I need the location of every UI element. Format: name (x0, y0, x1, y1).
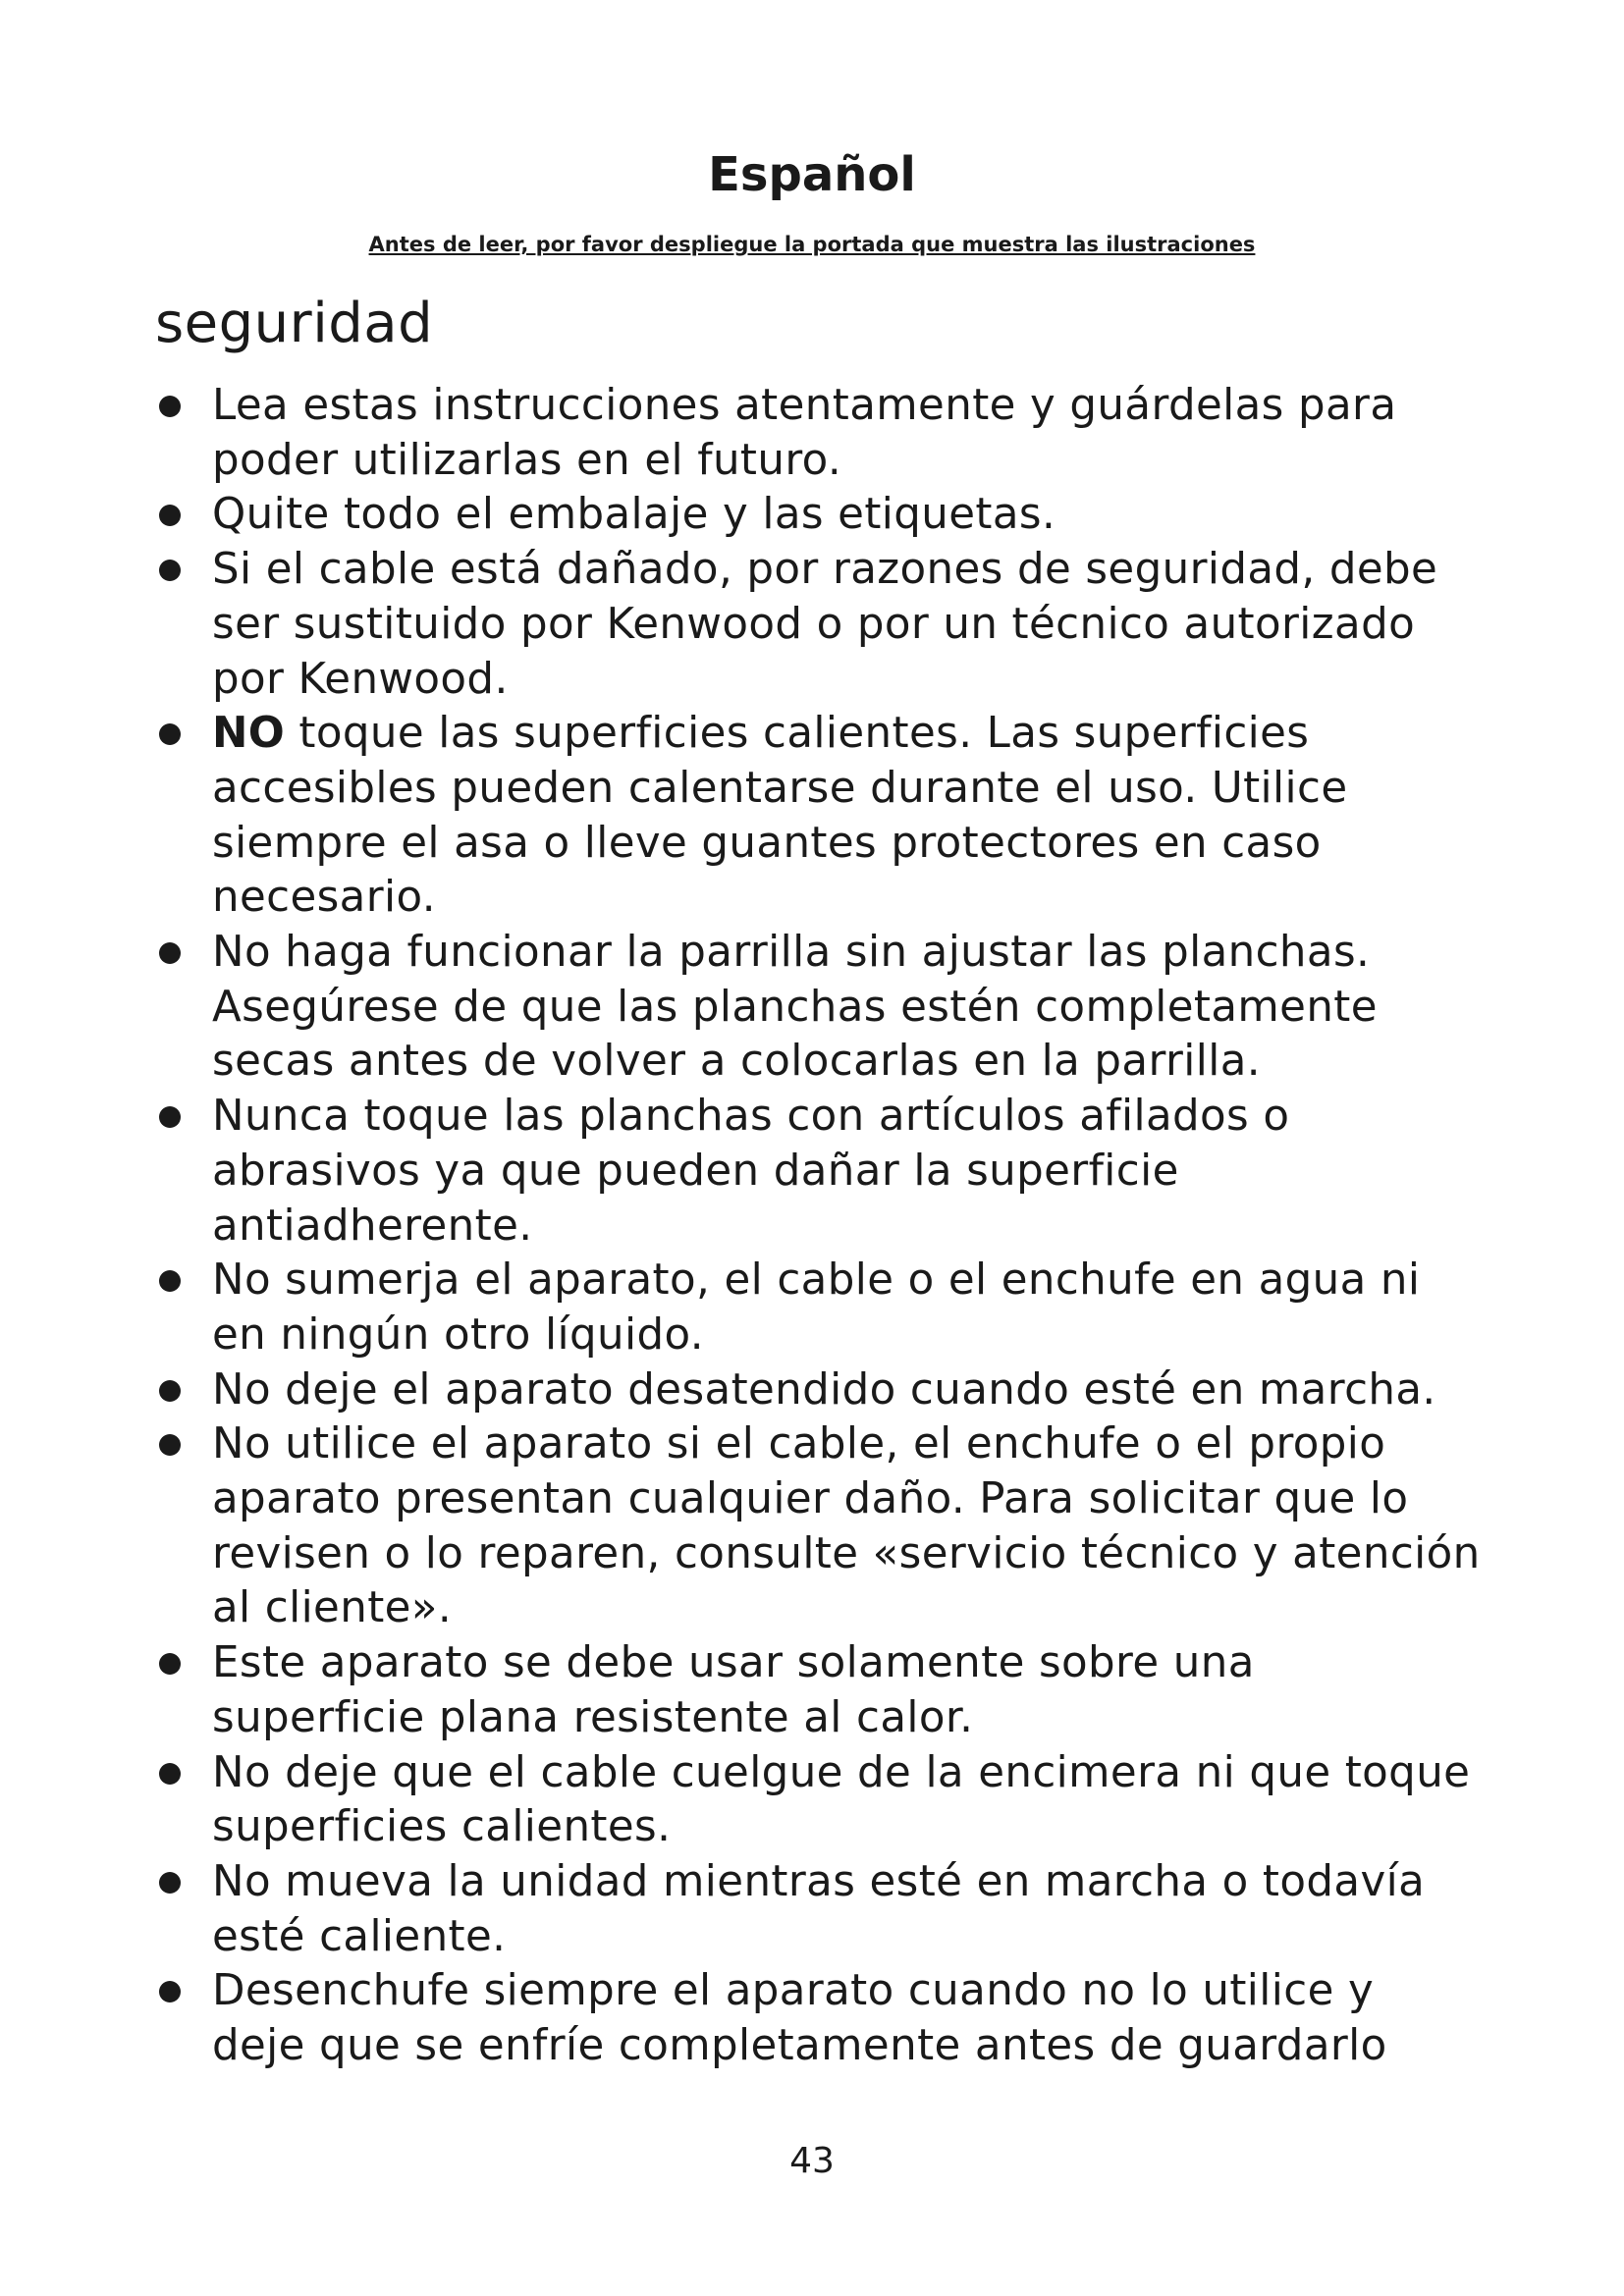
page-title: Español (708, 147, 916, 202)
list-item-text: No sumerja el aparato, el cable o el enchufe en agua ni en ningún otro líquido. (212, 1255, 1421, 1360)
list-item-text: Desenchufe siempre el aparato cuando no lo utilice y deje que se enfríe completamente antes de guardarlo (212, 1966, 1387, 2071)
page-subtitle: Antes de leer, por favor despliegue la portada que muestra las ilustraciones (368, 233, 1256, 256)
bullet-icon (159, 942, 181, 964)
list-item (155, 1964, 1481, 2073)
list-item (155, 1254, 1481, 1362)
page-number: 43 (789, 2141, 835, 2181)
list-item (155, 379, 1481, 488)
list-item-text: Este aparato se debe usar solamente sobre una superficie plana resistente al calor. (212, 1638, 1255, 1742)
bullet-icon (159, 1872, 181, 1894)
list-item-text: No deje el aparato desatendido cuando esté en marcha. (212, 1364, 1436, 1415)
list-item (155, 926, 1481, 1090)
bullet-icon (159, 1653, 181, 1675)
list-item-text: Quite todo el embalaje y las etiquetas. (212, 490, 1056, 540)
list-item-text: No haga funcionar la parrilla sin ajustar las planchas. Asegúrese de que las planchas estén completamente secas antes de volver a colocarlas en la parrilla. (212, 928, 1378, 1087)
list-item (155, 488, 1481, 543)
bullet-icon (159, 1981, 181, 2002)
section-heading: seguridad (155, 292, 434, 355)
list-item-text: No deje que el cable cuelgue de la encimera ni que toque superficies calientes. (212, 1747, 1471, 1852)
bullet-icon (159, 1106, 181, 1128)
list-item-text: Nunca toque las planchas con artículos afilados o abrasivos ya que pueden dañar la superficie antiadherente. (212, 1092, 1290, 1251)
list-item-text: Lea estas instrucciones atentamente y guárdelas para poder utilizarlas en el futuro. (212, 381, 1397, 485)
bullet-icon (159, 560, 181, 581)
list-item-text: Si el cable está dañado, por razones de seguridad, debe ser sustituido por Kenwood o por un técnico autorizado por Kenwood. (212, 545, 1438, 704)
bullet-icon (159, 396, 181, 417)
list-item (155, 1746, 1481, 1855)
list-item (155, 1636, 1481, 1745)
safety-list (155, 379, 1481, 2074)
list-item (155, 1855, 1481, 1964)
list-item-text: No mueva la unidad mientras esté en marcha o todavía esté caliente. (212, 1856, 1426, 1961)
bullet-icon (159, 1380, 181, 1402)
list-item-emphasis: NO (212, 709, 286, 759)
list-item-text: toque las superficies calientes. Las superficies accesibles pueden calentarse durante el uso. Utilice siempre el asa o lleve guantes protectores en caso necesario. (212, 709, 1348, 923)
list-item (155, 1417, 1481, 1636)
list-item (155, 543, 1481, 707)
list-item (155, 1090, 1481, 1254)
bullet-icon (159, 723, 181, 745)
bullet-icon (159, 1270, 181, 1292)
list-item (155, 707, 1481, 926)
list-item (155, 1363, 1481, 1418)
bullet-icon (159, 1763, 181, 1785)
list-item-text: No utilice el aparato si el cable, el enchufe o el propio aparato presentan cualquier daño. Para solicitar que lo revisen o lo reparen, consulte «servicio técnico y atención al cliente». (212, 1419, 1481, 1633)
bullet-icon (159, 505, 181, 526)
bullet-icon (159, 1434, 181, 1456)
